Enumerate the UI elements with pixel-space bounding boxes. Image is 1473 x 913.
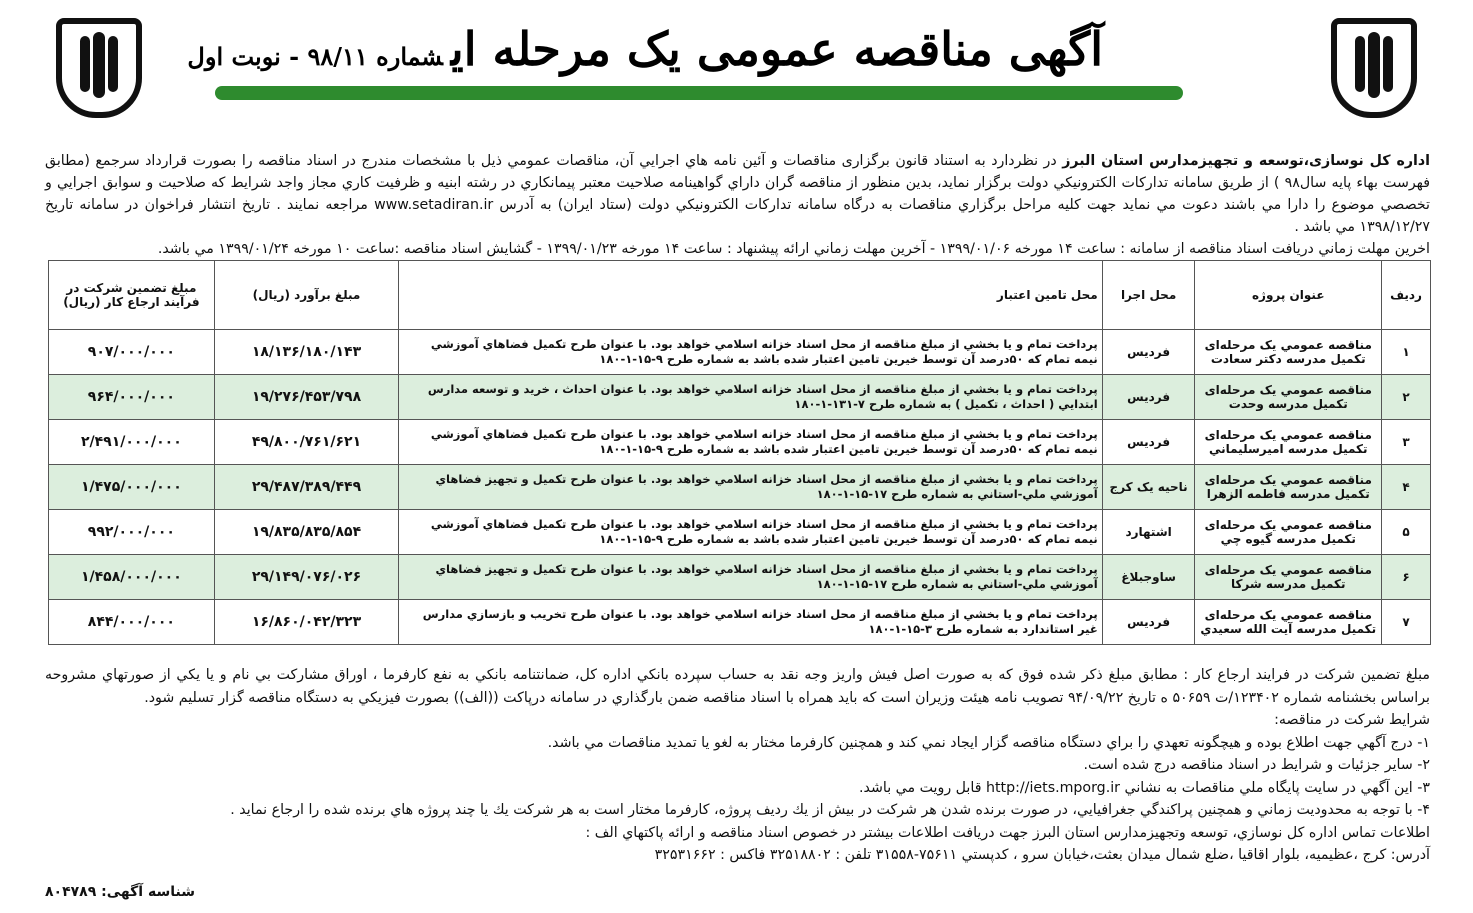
- funding-source: پرداخت تمام و يا بخشي از مبلغ مناقصه از محل اسناد خزانه اسلامي خواهد بود. با عنوان طرح تكميل فضاهاي آموزشي نيمه تمام كه ۵۰درصد آن توسط خيرين تامين اعتبار شده باشد به شماره طرح ۹-۱۵-۱-۱۸۰: [399, 510, 1103, 555]
- guarantee-amount: ۹۹۲/۰۰۰/۰۰۰: [49, 510, 215, 555]
- header-location: محل اجرا: [1102, 261, 1195, 330]
- guarantee-amount: ۸۴۴/۰۰۰/۰۰۰: [49, 600, 215, 645]
- guarantee-amount: ۹۰۷/۰۰۰/۰۰۰: [49, 330, 215, 375]
- project-location: فرديس: [1102, 600, 1195, 645]
- guarantee-amount: ۱/۴۵۸/۰۰۰/۰۰۰: [49, 555, 215, 600]
- project-location: فرديس: [1102, 375, 1195, 420]
- project-title: مناقصه عمومي يک مرحله‌ای تكميل مدرسه دكتر سعادت: [1195, 330, 1382, 375]
- header-project-title: عنوان پروژه: [1195, 261, 1382, 330]
- project-title: مناقصه عمومي يک مرحله‌ای تكميل مدرسه گيوه چي: [1195, 510, 1382, 555]
- conditions-title: شرايط شركت در مناقصه:: [1274, 712, 1430, 728]
- guarantee-note: مبلغ تضمين شركت در فرايند ارجاع كار : مطابق مبلغ ذكر شده فوق كه به صورت اصل فيش واريز وجه نقد به حساب سپرده بانكي اداره كل، ضمانتنامه بانكي به نفع كارفرما ، اوراق مشاركت بي نام و يا يكي از صورتهاي مشروحه براساس بخشنامه شماره ۱۲۳۴۰۲/ت ۵۰۶۵۹ ه تاريخ ۹۴/۰۹/۲۲ تصويب نامه هيئت وزيران است كه بايد همراه با اسناد مناقصه ضمن بارگذاري در سامانه درپاكت ((الف)) بصورت فيزيكي به دستگاه مناقصه گزار تسليم شود.: [45, 667, 1430, 706]
- project-title: مناقصه عمومي يک مرحله‌ای تكميل مدرسه شركا: [1195, 555, 1382, 600]
- ad-id: شناسه آگهی: ۸۰۴۷۸۹: [45, 884, 195, 900]
- condition-3: ۳- اين آگهي در سايت پايگاه ملي مناقصات به نشاني http://iets.mporg.ir قابل رويت مي باشد.: [859, 779, 1430, 796]
- table-row: [49, 330, 1431, 375]
- address-line: آدرس: كرج ،عظيميه، بلوار اقاقيا ،ضلع شمال ميدان بعثت،خيابان سرو ، كدپستي ۷۵۶۱۱-۳۱۵۵۸ تلفن : ۳۲۵۱۸۸۰۲ فاكس : ۳۲۵۳۱۶۶۲: [654, 847, 1430, 863]
- header-guarantee: مبلغ تضمين شركت در فرآيند ارجاع كار (ريال): [49, 261, 215, 330]
- project-location: ساوجبلاغ: [1102, 555, 1195, 600]
- organization-name: اداره کل نوسازی،توسعه و تجهیزمدارس استان البرز: [1062, 153, 1431, 169]
- project-location: فرديس: [1102, 420, 1195, 465]
- funding-source: پرداخت تمام و يا بخشي از مبلغ مناقصه از محل اسناد خزانه اسلامي خواهد بود. با عنوان طرح تكميل فضاهاي آموزشي نيمه تمام كه ۵۰درصد آن توسط خيرين تامين اعتبار شده باشد به شماره طرح ۹-۱۵-۱-۱۸۰: [399, 330, 1103, 375]
- funding-source: پرداخت تمام و يا بخشي از مبلغ مناقصه از محل اسناد خزانه اسلامي خواهد بود. با عنوان طرح تخريب و بازسازي مدارس غير استاندارد به شماره طرح ۳-۱۵-۱-۱۸۰: [399, 600, 1103, 645]
- table-row: [49, 555, 1431, 600]
- row-number: ۷: [1382, 600, 1431, 645]
- funding-source: پرداخت تمام و يا بخشي از مبلغ مناقصه از محل اسناد خزانه اسلامي خواهد بود. با عنوان طرح تكميل و تجهيز فضاهاي آموزشي ملي-استاني به شماره طرح ۱۷-۱۵-۱-۱۸۰: [399, 555, 1103, 600]
- condition-4: ۴- با توجه به محدوديت زماني و همچنين پراكندگي جغرافيايي، در صورت برنده شدن هر شركت در بيش از يك رديف پروژه، كارفرما مختار است به هر شركت يك يا چند پروژه هاي برنده شده را ارجاع نمايد .: [230, 802, 1430, 818]
- deadline-paragraph: اخرين مهلت زماني دريافت اسناد مناقصه از سامانه : ساعت ۱۴ مورخه ۱۳۹۹/۰۱/۰۶ - آخرين مهلت زماني ارائه پيشنهاد : ساعت ۱۴ مورخه ۱۳۹۹/۰۱/۲۳ - گشايش اسناد مناقصه :ساعت ۱۰ مورخه ۱۳۹۹/۰۱/۲۴ مي باشد.: [157, 241, 1430, 257]
- emblem-logo-left: [56, 18, 142, 118]
- notice-header: [187, 18, 1283, 113]
- condition-2: ۲- ساير جزئيات و شرايط در اسناد مناقصه درج شده است.: [1083, 757, 1430, 773]
- estimate-amount: ۱۹/۲۷۶/۴۵۳/۷۹۸: [214, 375, 398, 420]
- intro-text: [45, 150, 1430, 260]
- funding-source: پرداخت تمام و يا بخشي از مبلغ مناقصه از محل اسناد خزانه اسلامي خواهد بود. با عنوان احداث ، خريد و توسعه مدارس ابتدايي ( احداث ، تكميل ) به شماره طرح ۷-۱۳۱-۱-۱۸۰: [399, 375, 1103, 420]
- project-location: فرديس: [1102, 330, 1195, 375]
- table-row: [49, 600, 1431, 645]
- project-title: مناقصه عمومي يک مرحله‌ای تكميل مدرسه آيت الله سعيدي: [1195, 600, 1382, 645]
- title-underline-bar: [215, 86, 1183, 100]
- guarantee-amount: ۹۶۴/۰۰۰/۰۰۰: [49, 375, 215, 420]
- row-number: ۴: [1382, 465, 1431, 510]
- estimate-amount: ۱۶/۸۶۰/۰۴۲/۳۲۳: [214, 600, 398, 645]
- intro-body: در نظردارد به استناد قانون برگزاری مناقصات و آئين نامه هاي اجرايي آن، مناقصات عمومي ذيل با مشخصات مندرج در اسناد مناقصه را بصورت قرارداد سرجمع (مطابق فهرست بهاء پايه سال۹۸ ) از طريق سامانه تداركات الكترونيكي دولت برگزار نمايد، بدين منظور از مناقصه گران داراي گواهينامه صلاحيت معتبر پيمانكاري در رشته ابنيه و ظرفيت كاري مجاز واجد شرايط كه صلاحيت و سوابق اجرايي و تخصصي موضوع را دارا مي باشند دعوت مي نمايد جهت كليه مراحل برگزاري مناقصات به درگاه سامانه تدارکات الكترونيكي دولت (ستاد ايران) به آدرس www.setadiran.ir مراجعه نمايند . تاريخ انتشار فراخوان در سامانه تاريخ ۱۳۹۸/۱۲/۲۷ مي باشد .: [45, 153, 1430, 235]
- table-header-row: [49, 261, 1431, 330]
- row-number: ۲: [1382, 375, 1431, 420]
- project-location: ناحيه يک كرج: [1102, 465, 1195, 510]
- project-title: مناقصه عمومي يک مرحله‌ای تكميل مدرسه وحدت: [1195, 375, 1382, 420]
- contact-info: اطلاعات تماس اداره كل نوسازي، توسعه وتجهيزمدارس استان البرز جهت دريافت اطلاعات بيشتر در خصوص اسناد مناقصه و ارائه پاكتهاي الف :: [585, 824, 1430, 841]
- project-location: اشتهارد: [1102, 510, 1195, 555]
- project-title: مناقصه عمومي يک مرحله‌ای تكميل مدرسه اميرسليماني: [1195, 420, 1382, 465]
- project-title: مناقصه عمومي يک مرحله‌ای تكميل مدرسه فاطمه الزهرا: [1195, 465, 1382, 510]
- row-number: ۵: [1382, 510, 1431, 555]
- estimate-amount: ۴۹/۸۰۰/۷۶۱/۶۲۱: [214, 420, 398, 465]
- tender-table: [48, 260, 1431, 645]
- estimate-amount: ۲۹/۱۴۹/۰۷۶/۰۲۶: [214, 555, 398, 600]
- header-funding-source: محل تامين اعتبار: [399, 261, 1103, 330]
- row-number: ۳: [1382, 420, 1431, 465]
- row-number: ۱: [1382, 330, 1431, 375]
- header-row-number: ردیف: [1382, 261, 1431, 330]
- funding-source: پرداخت تمام و يا بخشي از مبلغ مناقصه از محل اسناد خزانه اسلامي خواهد بود. با عنوان طرح تكميل فضاهاي آموزشي نيمه تمام كه ۵۰درصد آن توسط خيرين تامين اعتبار شده باشد به شماره طرح ۹-۱۵-۱-۱۸۰: [399, 420, 1103, 465]
- funding-source: پرداخت تمام و يا بخشي از مبلغ مناقصه از محل اسناد خزانه اسلامي خواهد بود. با عنوان طرح تكميل و تجهيز فضاهاي آموزشي ملي-استاني به شماره طرح ۱۷-۱۵-۱-۱۸۰: [399, 465, 1103, 510]
- notice-title: آگهی مناقصه عمومی یک مرحله ای: [450, 22, 1103, 76]
- table-row: [49, 465, 1431, 510]
- condition-1: ۱- درج آگهي جهت اطلاع بوده و هيچگونه تعهدي را براي دستگاه مناقصه گزار ايجاد نمي كند و همچنين كارفرما مختار به لغو يا تمديد مناقصات مي باشد.: [547, 734, 1430, 751]
- estimate-amount: ۲۹/۴۸۷/۳۸۹/۴۴۹: [214, 465, 398, 510]
- estimate-amount: ۱۸/۱۳۶/۱۸۰/۱۴۳: [214, 330, 398, 375]
- header-estimate: مبلغ برآورد (ريال): [214, 261, 398, 330]
- table-row: [49, 510, 1431, 555]
- estimate-amount: ۱۹/۸۳۵/۸۳۵/۸۵۴: [214, 510, 398, 555]
- guarantee-amount: ۱/۴۷۵/۰۰۰/۰۰۰: [49, 465, 215, 510]
- title-block: [187, 22, 1103, 76]
- table-row: [49, 420, 1431, 465]
- notice-number: شماره ۹۸/۱۱ - نوبت اول: [187, 42, 443, 71]
- row-number: ۶: [1382, 555, 1431, 600]
- table-row: [49, 375, 1431, 420]
- emblem-logo-right: [1331, 18, 1417, 118]
- guarantee-amount: ۲/۴۹۱/۰۰۰/۰۰۰: [49, 420, 215, 465]
- intro-paragraph-1: [45, 150, 1430, 238]
- footer-text: [45, 664, 1430, 867]
